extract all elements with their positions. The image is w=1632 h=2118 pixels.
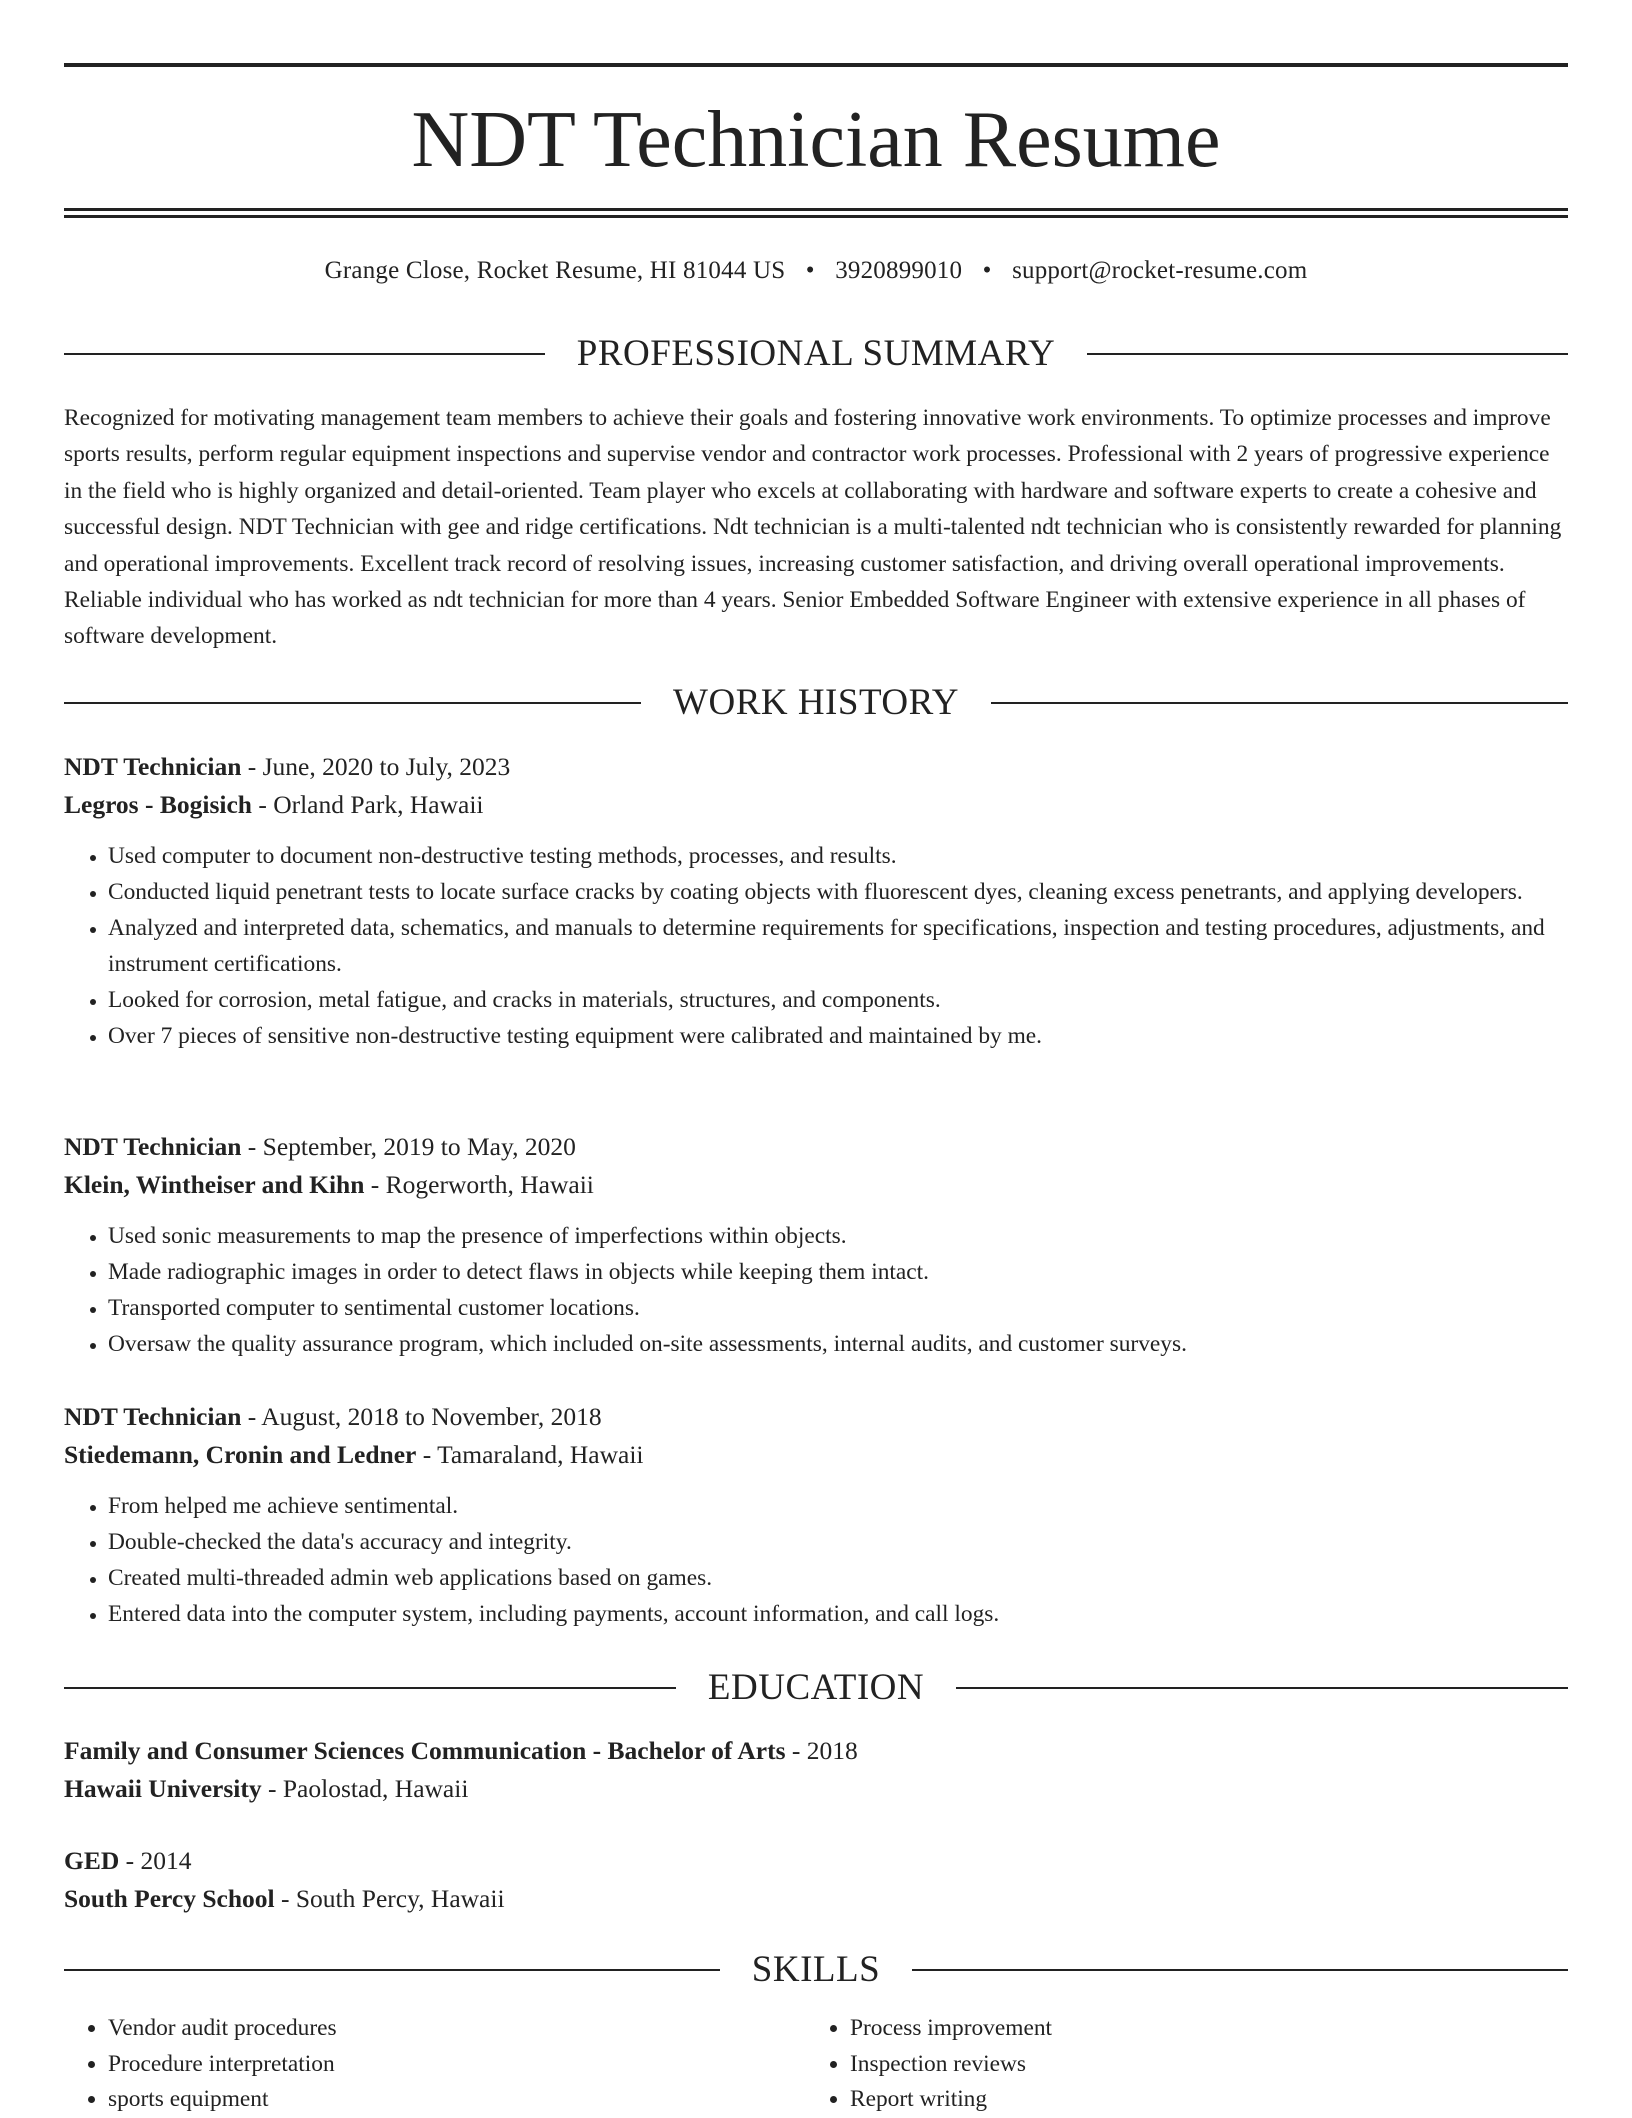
job-bullets — [64, 1488, 1568, 1632]
heading-rule — [64, 1969, 720, 1971]
education-school-line — [64, 1880, 1568, 1918]
heading-rule — [64, 702, 641, 704]
heading-rule — [912, 1969, 1568, 1971]
heading-rule — [991, 702, 1568, 704]
job-title-line — [64, 1128, 1568, 1166]
education-location: - Paolostad, Hawaii — [261, 1774, 469, 1803]
job-title: NDT Technician — [64, 1132, 242, 1161]
education-degree: Family and Consumer Sciences Communication - Bachelor of Arts — [64, 1736, 786, 1765]
job-bullet: • From helped me achieve sentimental. — [108, 1488, 1568, 1524]
education-school: South Percy School — [64, 1884, 275, 1913]
job-bullet: • Conducted liquid penetrant tests to locate surface cracks by coating objects with fluorescent dyes, cleaning excess penetrants, and applying developers. — [108, 874, 1568, 910]
section-heading-summary — [64, 332, 1568, 376]
job-location: - Tamaraland, Hawaii — [416, 1440, 644, 1469]
education-location: - South Percy, Hawaii — [274, 1884, 505, 1913]
section-title: WORK HISTORY — [673, 682, 959, 723]
job-title-line — [64, 1398, 1568, 1436]
contact-separator: • — [805, 257, 815, 284]
heading-rule — [64, 353, 545, 355]
job-entry — [64, 1398, 1568, 1632]
section-title: SKILLS — [751, 1949, 881, 1990]
education-degree-line — [64, 1732, 1568, 1770]
job-company: Klein, Wintheiser and Kihn — [64, 1170, 365, 1199]
job-title-line — [64, 748, 1568, 786]
education-school: Hawaii University — [64, 1774, 262, 1803]
job-bullet: • Made radiographic images in order to detect flaws in objects while keeping them intact. — [108, 1254, 1568, 1290]
job-dates: - June, 2020 to July, 2023 — [241, 752, 511, 781]
heading-rule — [956, 1687, 1568, 1689]
skill-item: • Procedure interpretation — [108, 2047, 806, 2083]
job-bullet: • Transported computer to sentimental customer locations. — [108, 1290, 1568, 1326]
job-company: Stiedemann, Cronin and Ledner — [64, 1440, 417, 1469]
job-bullet: • Oversaw the quality assurance program, which included on-site assessments, internal audits, and customer surveys. — [108, 1326, 1568, 1362]
contact-address: Grange Close, Rocket Resume, HI 81044 US — [324, 257, 786, 284]
education-entry — [64, 1842, 1568, 1918]
job-bullets — [64, 1218, 1568, 1362]
contact-email: support@rocket-resume.com — [1012, 257, 1308, 284]
top-rule — [64, 63, 1568, 67]
job-company: Legros - Bogisich — [64, 790, 252, 819]
section-heading-education — [64, 1666, 1568, 1710]
job-bullet: • Double-checked the data's accuracy and integrity. — [108, 1524, 1568, 1560]
job-entry — [64, 1128, 1568, 1362]
contact-separator: • — [982, 257, 992, 284]
education-year: - 2014 — [119, 1846, 192, 1875]
job-bullet: • Used sonic measurements to map the presence of imperfections within objects. — [108, 1218, 1568, 1254]
summary-text: Recognized for motivating management team members to achieve their goals and fostering innovative work environments. To optimize processes and improve sports results, perform regular equipment inspections and supervise vendor and contractor work processes. Professional with 2 years of progressive experience in the field who is highly organized and detail-oriented. Team player who excels at collaborating with hardware and software experts to create a cohesive and successful design. NDT Technician with gee and ridge certifications. Ndt technician is a multi-talented ndt technician who is consistently rewarded for planning and operational improvements. Excellent track record of resolving issues, increasing customer satisfaction, and driving overall operational improvements. Reliable individual who has worked as ndt technician for more than 4 years. Senior Embedded Software Engineer with extensive experience in all phases of software development. — [64, 405, 1562, 650]
job-bullet: • Used computer to document non-destructive testing methods, processes, and results. — [108, 838, 1568, 874]
section-heading-work-history — [64, 681, 1568, 725]
page-title: NDT Technician Resume — [411, 96, 1221, 184]
job-bullet: • Over 7 pieces of sensitive non-destructive testing equipment were calibrated and maintained by me. — [108, 1018, 1568, 1054]
job-bullet: • Analyzed and interpreted data, schematics, and manuals to determine requirements for specifications, inspection and testing procedures, adjustments, and instrument certifications. — [108, 910, 1568, 982]
education-degree: GED — [64, 1846, 120, 1875]
education-degree-line — [64, 1842, 1568, 1880]
section-title: EDUCATION — [707, 1667, 925, 1708]
job-bullet: • Entered data into the computer system, including payments, account information, and call logs. — [108, 1596, 1568, 1632]
job-dates: - September, 2019 to May, 2020 — [241, 1132, 576, 1161]
heading-rule — [1087, 353, 1568, 355]
contact-line — [64, 254, 1568, 288]
job-location: - Rogerworth, Hawaii — [364, 1170, 594, 1199]
job-bullets — [64, 838, 1568, 1054]
job-bullet: • Created multi-threaded admin web applications based on games. — [108, 1560, 1568, 1596]
education-entry — [64, 1732, 1568, 1808]
section-title: PROFESSIONAL SUMMARY — [576, 333, 1056, 374]
skill-item: • Inspection reviews — [850, 2047, 1548, 2083]
skill-item: • Process improvement — [850, 2011, 1548, 2047]
contact-phone: 3920899010 — [835, 257, 963, 284]
education-school-line — [64, 1770, 1568, 1808]
job-bullet: • Looked for corrosion, metal fatigue, and cracks in materials, structures, and components. — [108, 982, 1568, 1018]
section-heading-skills — [64, 1948, 1568, 1992]
skill-item: • Vendor audit procedures — [108, 2011, 806, 2047]
job-company-line — [64, 786, 1568, 824]
skills-list-right — [806, 2011, 1548, 2118]
job-title: NDT Technician — [64, 752, 242, 781]
skill-item: • sports equipment — [108, 2082, 806, 2118]
title-double-rule — [64, 208, 1568, 218]
job-title: NDT Technician — [64, 1402, 242, 1431]
skill-item: • Report writing — [850, 2082, 1548, 2118]
skills-columns — [64, 2011, 1568, 2118]
education-year: - 2018 — [785, 1736, 858, 1765]
job-company-line — [64, 1436, 1568, 1474]
heading-rule — [64, 1687, 676, 1689]
job-entry — [64, 748, 1568, 1054]
job-dates: - August, 2018 to November, 2018 — [241, 1402, 602, 1431]
job-company-line — [64, 1166, 1568, 1204]
skills-list-left — [64, 2011, 806, 2118]
job-location: - Orland Park, Hawaii — [251, 790, 484, 819]
